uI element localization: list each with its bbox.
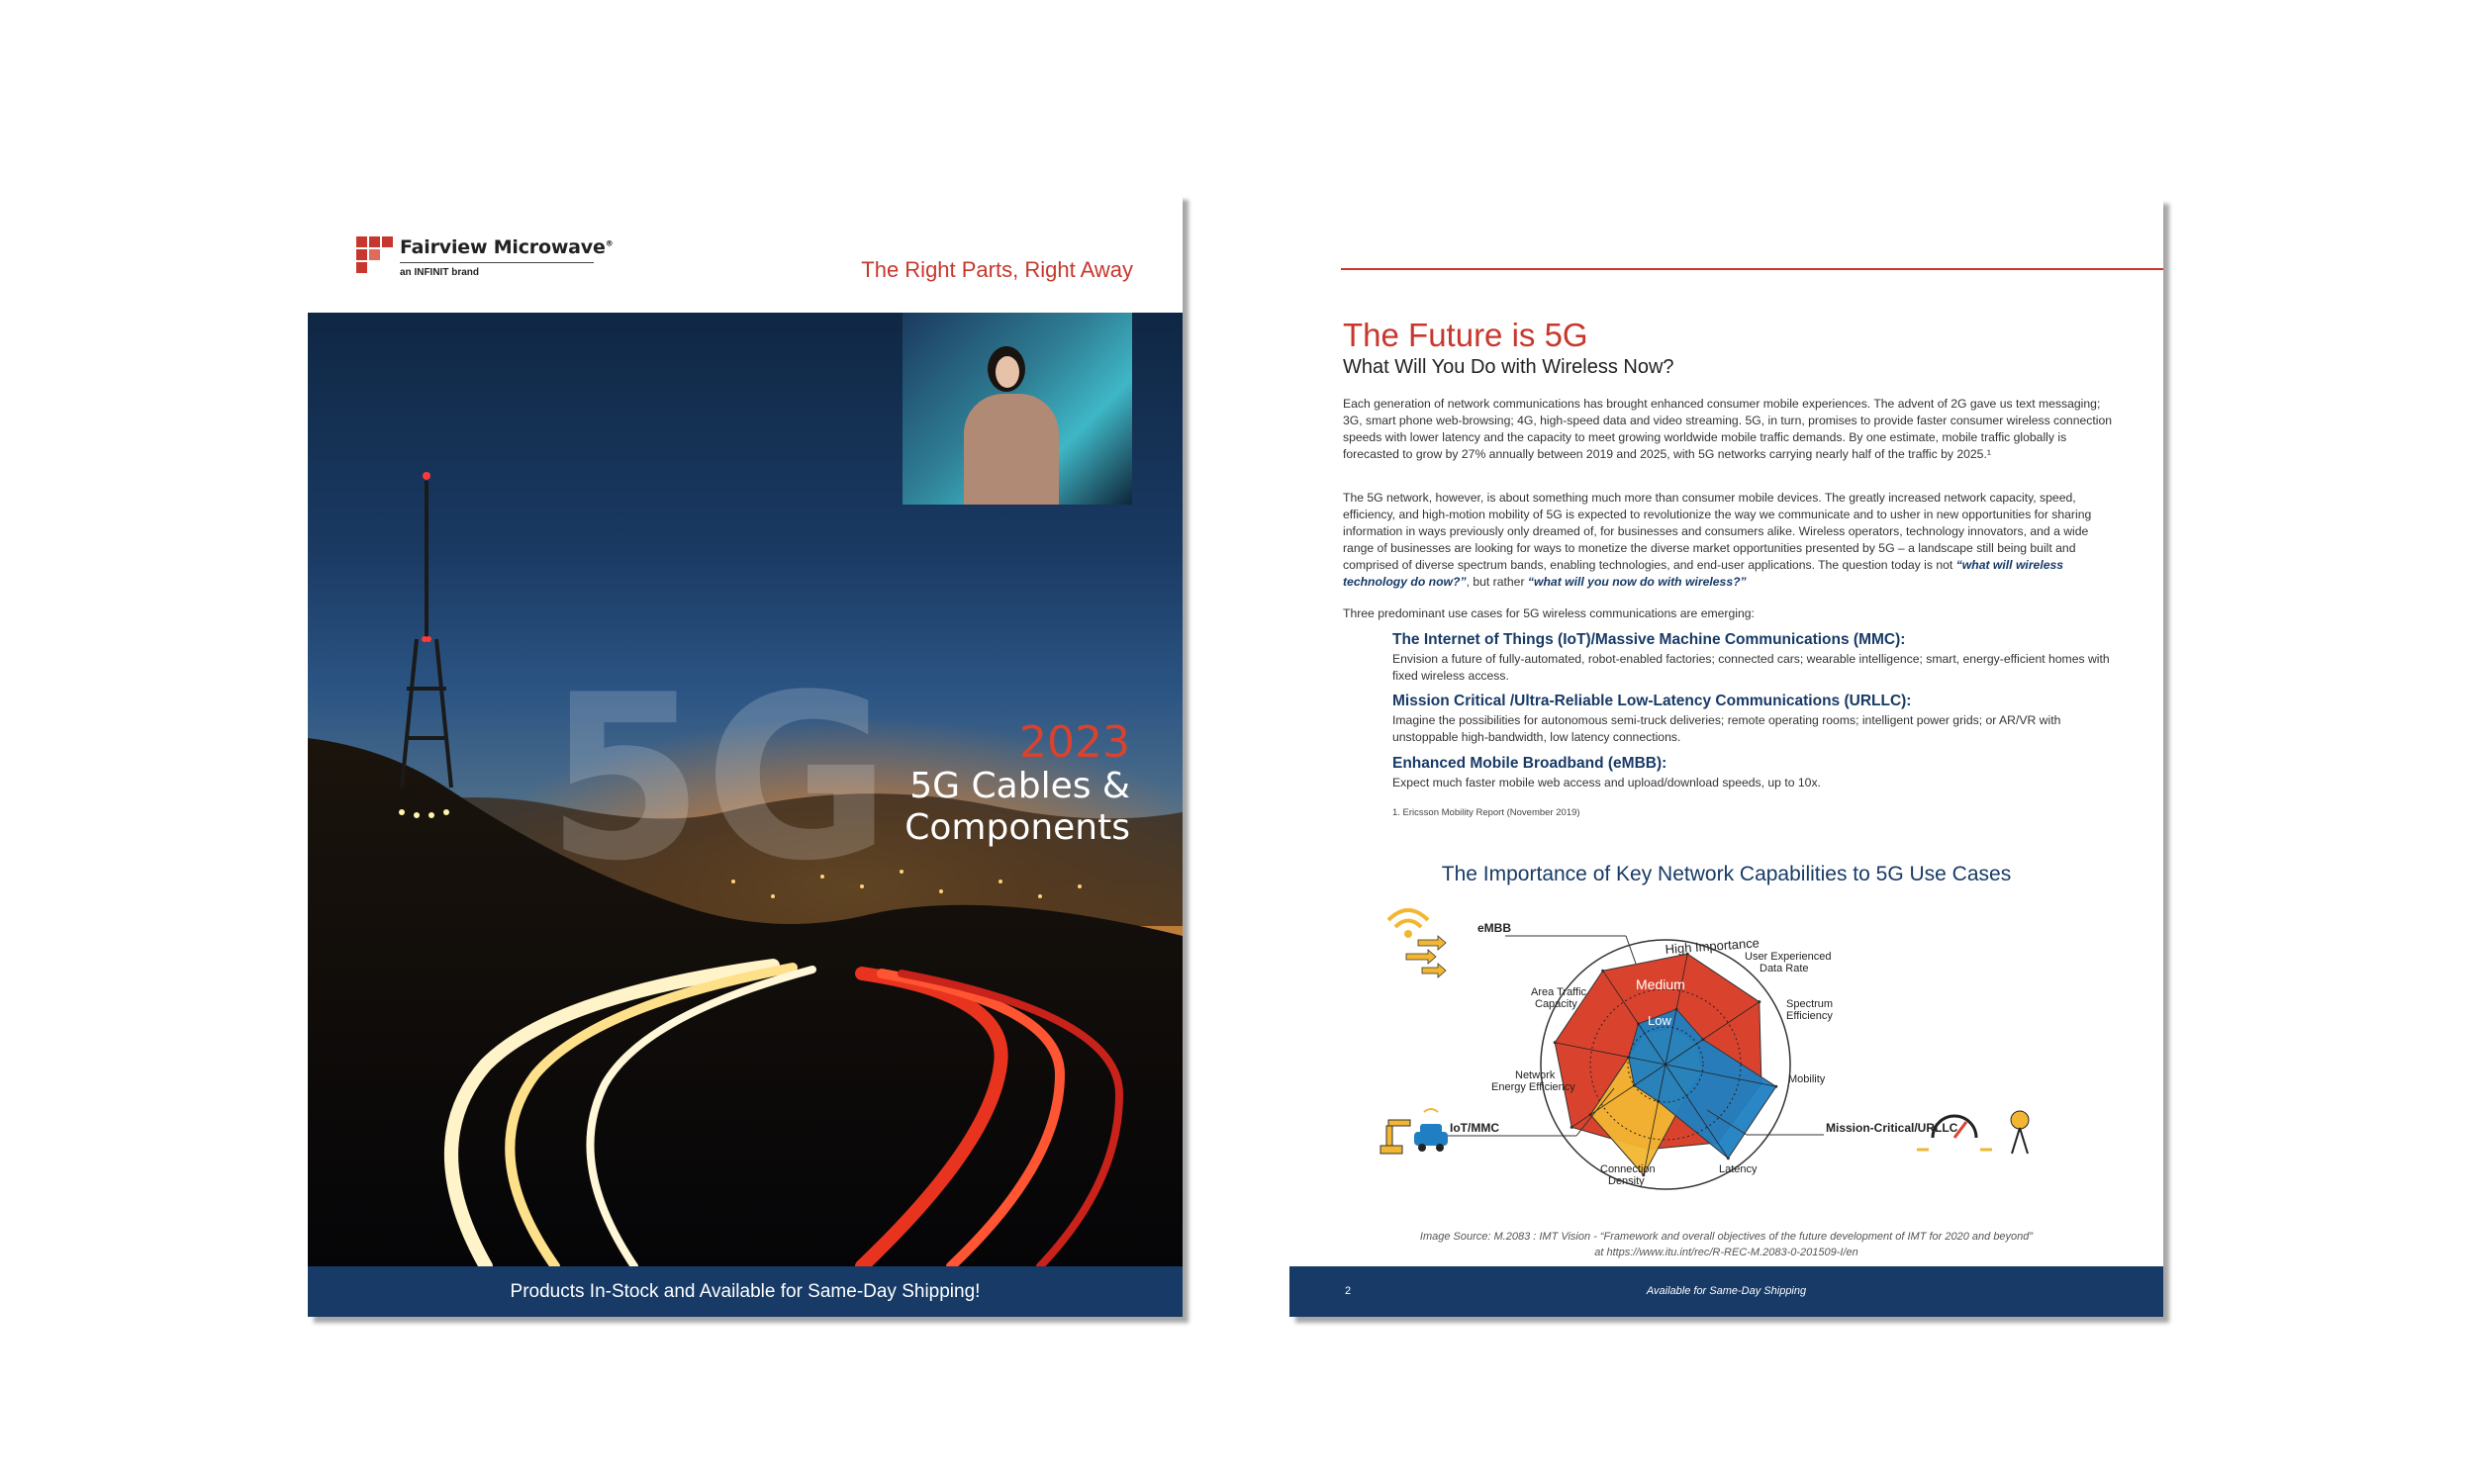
ring-label-high: High Importance — [1665, 935, 1760, 957]
axis-label-spectrum-efficiency-2: Efficiency — [1786, 1010, 1833, 1022]
emphasis-question-1: “what will wireless technology do now?” — [1343, 558, 2064, 589]
brochure-cover — [308, 194, 1183, 1317]
cover-title-line1: 5G Cables & — [909, 766, 1130, 806]
page-number: 2 — [1345, 1285, 1352, 1297]
logo-square — [356, 249, 367, 260]
use-case-text-iot: Envision a future of fully-automated, robot-enabled factories; connected cars; wearable intelligence; smart, energy-efficient homes with fixed wireless access. — [1392, 652, 2110, 683]
use-case-label-embb: eMBB — [1477, 921, 1512, 935]
antenna-tower-icon — [2011, 1111, 2029, 1154]
registered-mark: ® — [605, 238, 614, 248]
logo-square — [369, 249, 380, 260]
axis-label-connection-density-2: Density — [1608, 1175, 1645, 1187]
person-silhouette-face — [996, 356, 1019, 388]
image-source-caption — [1289, 1229, 2163, 1260]
axis-label-mobility: Mobility — [1788, 1073, 1826, 1085]
use-case-heading-iot: The Internet of Things (IoT)/Massive Machine Communications (MMC): — [1392, 631, 1906, 648]
second-paragraph — [1343, 490, 2115, 591]
use-case-text-urllc: Imagine the possibilities for autonomous semi-truck deliveries; remote operating rooms; intelligent power grids; or AR/VR with unstoppable high-bandwidth, low latency connections. — [1392, 713, 2061, 744]
embb-connector-2 — [1626, 936, 1636, 964]
connected-car-icon — [1414, 1109, 1448, 1152]
cover-5g-watermark: 5G — [545, 647, 892, 911]
logo-square — [356, 236, 367, 247]
image-source-line2: at https://www.itu.int/rec/R-REC-M.2083-0-201509-I/en — [1594, 1247, 1858, 1258]
logo-square — [382, 236, 393, 247]
cover-tagline: The Right Parts, Right Away — [861, 257, 1133, 282]
wifi-icon — [1388, 910, 1428, 938]
person-silhouette-body — [964, 394, 1059, 505]
brand-name-text: Fairview Microwave — [400, 236, 606, 258]
header-rule — [1341, 268, 2163, 270]
axis-label-spectrum-efficiency: Spectrum — [1786, 998, 1834, 1010]
woman-with-phone-photo — [903, 313, 1132, 505]
brochure-page-2 — [1289, 198, 2163, 1317]
chart-title: The Importance of Key Network Capabilities to 5G Use Cases — [1441, 863, 2012, 885]
brand-logo — [356, 236, 614, 280]
robot-arm-icon — [1380, 1120, 1410, 1154]
paragraph-text: The 5G network, however, is about something much more than consumer mobile devices. The greatly increased network capacity, speed, efficiency, and high-motion mobility of 5G is expected to revolutionize the way we communicate and to usher in new opportunities for sharing information in ways previously only dreamed of, for businesses and consumers alike. Wireless operators, technology innovators, and a wide range of businesses are looking for ways to monetize the diverse market opportunities presented by 5G – a landscape still being built and comprised of diverse spectrum bands, enabling technologies, and end-user applications. The question today is not — [1343, 491, 2092, 572]
ring-label-medium: Medium — [1636, 976, 1685, 992]
footer-text: Available for Same-Day Shipping — [1646, 1285, 1807, 1297]
use-cases-intro: Three predominant use cases for 5G wireless communications are emerging: — [1343, 606, 1755, 620]
axis-label-connection-density: Connection — [1600, 1163, 1656, 1175]
brand-name — [400, 236, 614, 258]
footnote: 1. Ericsson Mobility Report (November 2019) — [1392, 807, 1580, 818]
axis-label-user-data-rate-2: Data Rate — [1760, 963, 1809, 974]
axis-label-area-traffic: Area Traffic — [1531, 986, 1587, 998]
cover-year: 2023 — [1019, 717, 1130, 768]
intro-paragraph: Each generation of network communications has brought enhanced consumer mobile experiences. The advent of 2G gave us text messaging; 3G, smart phone web-browsing; 4G, high-speed data and video streaming. 5G, in turn, promises to provide faster consumer wireless connection speeds with lower latency and the capacity to meet growing worldwide mobile traffic demands. By one estimate, mobile traffic globally is forecasted to grow by 27% annually between 2019 and 2025, with 5G networks carrying nearly half of the traffic by 2025.¹ — [1343, 397, 2113, 461]
logo-rule — [400, 262, 594, 263]
page-title: The Future is 5G — [1343, 317, 1588, 353]
capabilities-radar-chart — [1379, 890, 2091, 1217]
use-case-heading-urllc: Mission Critical /Ultra-Reliable Low-Latency Communications (URLLC): — [1392, 693, 1912, 709]
logo-square — [369, 236, 380, 247]
cover-title-line2: Components — [904, 807, 1130, 848]
axis-label-latency: Latency — [1719, 1163, 1758, 1175]
page-footer-banner — [1289, 1266, 2163, 1317]
use-case-label-iot: IoT/MMC — [1450, 1121, 1499, 1135]
axis-label-area-traffic-2: Capacity — [1535, 998, 1577, 1010]
brand-subline: an INFINIT brand — [400, 267, 479, 278]
paragraph-text: , but rather — [1466, 575, 1528, 589]
image-source-line1: Image Source: M.2083 : IMT Vision - “Framework and overall objectives of the future development of IMT for 2020 and beyond” — [1419, 1231, 2034, 1243]
use-case-text-embb: Expect much faster mobile web access and upload/download speeds, up to 10x. — [1392, 776, 1821, 789]
use-case-heading-embb: Enhanced Mobile Broadband (eMBB): — [1392, 755, 1667, 772]
axis-label-network-energy-2: Energy Efficiency — [1491, 1081, 1575, 1093]
cover-footer-banner: Products In-Stock and Available for Same-Day Shipping! — [308, 1266, 1183, 1317]
arrow-icons — [1406, 936, 1446, 977]
logo-square — [356, 262, 367, 273]
emphasis-question-2: “what will you now do with wireless?” — [1527, 575, 1747, 589]
axis-label-network-energy: Network — [1515, 1069, 1556, 1081]
page-subtitle: What Will You Do with Wireless Now? — [1343, 356, 1674, 378]
axis-label-user-data-rate: User Experienced — [1745, 951, 1832, 963]
ring-label-low: Low — [1648, 1013, 1671, 1028]
use-case-label-urllc: Mission-Critical/URLLC — [1826, 1121, 1958, 1135]
